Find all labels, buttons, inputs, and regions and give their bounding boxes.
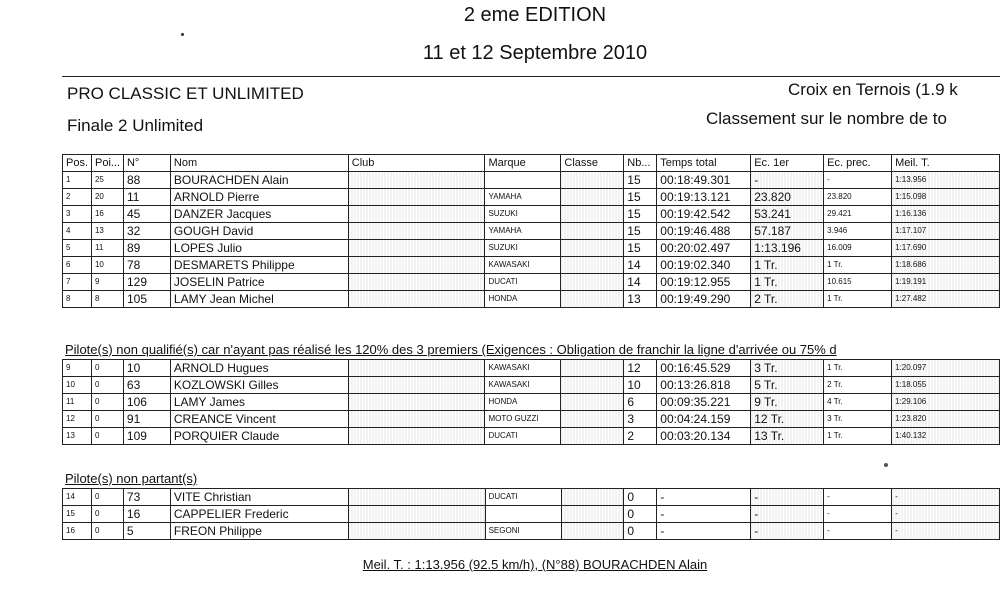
club-cell	[348, 411, 485, 428]
gap-previous-cell: -	[824, 506, 892, 523]
number-cell: 63	[123, 377, 170, 394]
gap-previous-cell: 1 Tr.	[824, 360, 892, 377]
table-row	[63, 257, 1000, 274]
club-cell	[348, 360, 485, 377]
gap-previous-cell: 3.946	[824, 223, 892, 240]
gap-leader-cell: 13 Tr.	[751, 428, 824, 445]
pos-cell: 15	[63, 506, 92, 523]
class-cell	[561, 274, 624, 291]
table-row	[63, 394, 1000, 411]
brand-cell: DUCATI	[485, 274, 561, 291]
class-cell	[561, 172, 624, 189]
pos-cell: 2	[63, 189, 92, 206]
total-time-cell: 00:13:26.818	[657, 377, 751, 394]
total-time-cell: 00:04:24.159	[657, 411, 751, 428]
name-cell: VITE Christian	[170, 489, 348, 506]
class-cell	[561, 360, 624, 377]
best-lap-cell: 1:17.690	[892, 240, 1000, 257]
column-header: Pos.	[63, 155, 92, 172]
total-time-cell: 00:19:02.340	[657, 257, 751, 274]
name-cell: DANZER Jacques	[170, 206, 348, 223]
club-cell	[348, 223, 485, 240]
club-cell	[348, 172, 485, 189]
club-cell	[348, 240, 485, 257]
section-non-qualified: Pilote(s) non qualifié(s) car n'ayant pas réalisé les 120% des 3 premiers (Exigences : Obligation de franchir la ligne d'arrivée ou 75% d	[65, 342, 837, 357]
table-row	[63, 223, 1000, 240]
number-cell: 89	[123, 240, 170, 257]
name-cell: KOZLOWSKI Gilles	[170, 377, 348, 394]
name-cell: GOUGH David	[170, 223, 348, 240]
best-lap-cell: 1:29.106	[892, 394, 1000, 411]
table-row	[63, 428, 1000, 445]
gap-leader-cell: 12 Tr.	[751, 411, 824, 428]
club-cell	[348, 291, 485, 308]
gap-leader-cell: 57.187	[751, 223, 824, 240]
name-cell: ARNOLD Hugues	[170, 360, 348, 377]
table-row	[63, 189, 1000, 206]
laps-cell: 3	[624, 411, 657, 428]
table-row	[63, 360, 1000, 377]
name-cell: CREANCE Vincent	[170, 411, 348, 428]
laps-cell: 15	[624, 223, 657, 240]
gap-previous-cell: -	[824, 523, 892, 540]
total-time-cell: 00:09:35.221	[657, 394, 751, 411]
brand-cell: YAMAHA	[485, 189, 561, 206]
section-non-starters: Pilote(s) non partant(s)	[65, 471, 198, 486]
points-cell: 8	[91, 291, 123, 308]
pos-cell: 12	[63, 411, 92, 428]
brand-cell: SEGONI	[485, 523, 561, 540]
laps-cell: 15	[624, 240, 657, 257]
name-cell: JOSELIN Patrice	[170, 274, 348, 291]
column-header: Nom	[170, 155, 348, 172]
points-cell: 13	[91, 223, 123, 240]
gap-leader-cell: 3 Tr.	[751, 360, 824, 377]
number-cell: 106	[123, 394, 170, 411]
brand-cell: MOTO GUZZI	[485, 411, 561, 428]
number-cell: 45	[123, 206, 170, 223]
laps-cell: 12	[624, 360, 657, 377]
points-cell: 10	[91, 257, 123, 274]
name-cell: CAPPELIER Frederic	[170, 506, 348, 523]
best-lap-cell: -	[892, 523, 1000, 540]
class-cell	[561, 377, 624, 394]
best-lap-cell: 1:20.097	[892, 360, 1000, 377]
column-header: Ec. prec.	[824, 155, 892, 172]
points-cell: 11	[91, 240, 123, 257]
name-cell: ARNOLD Pierre	[170, 189, 348, 206]
class-cell	[561, 291, 624, 308]
name-cell: PORQUIER Claude	[170, 428, 348, 445]
gap-leader-cell: 53.241	[751, 206, 824, 223]
brand-cell: YAMAHA	[485, 223, 561, 240]
circuit-name: Croix en Ternois (1.9 k	[788, 80, 958, 99]
header-divider	[62, 76, 1000, 77]
table-row	[63, 274, 1000, 291]
total-time-cell: 00:19:12.955	[657, 274, 751, 291]
points-cell: 0	[91, 523, 123, 540]
club-cell	[348, 428, 485, 445]
gap-previous-cell: 4 Tr.	[824, 394, 892, 411]
table-row	[63, 377, 1000, 394]
gap-previous-cell: -	[824, 172, 892, 189]
table-row	[63, 523, 1000, 540]
points-cell: 20	[91, 189, 123, 206]
pos-cell: 7	[63, 274, 92, 291]
pos-cell: 6	[63, 257, 92, 274]
column-header: Meil. T.	[892, 155, 1000, 172]
pos-cell: 3	[63, 206, 92, 223]
pos-cell: 4	[63, 223, 92, 240]
best-lap-cell: 1:40.132	[892, 428, 1000, 445]
club-cell	[348, 506, 485, 523]
laps-cell: 2	[624, 428, 657, 445]
brand-cell: HONDA	[485, 291, 561, 308]
gap-leader-cell: -	[751, 523, 824, 540]
table-row	[63, 172, 1000, 189]
gap-previous-cell: 16.009	[824, 240, 892, 257]
number-cell: 91	[123, 411, 170, 428]
class-cell	[561, 223, 624, 240]
number-cell: 109	[123, 428, 170, 445]
points-cell: 0	[91, 489, 123, 506]
non-starters-table	[62, 488, 1000, 540]
results-table	[62, 154, 1000, 308]
gap-previous-cell: 3 Tr.	[824, 411, 892, 428]
points-cell: 0	[91, 360, 123, 377]
total-time-cell: 00:03:20.134	[657, 428, 751, 445]
gap-leader-cell: -	[751, 506, 824, 523]
total-time-cell: 00:16:45.529	[657, 360, 751, 377]
number-cell: 73	[123, 489, 170, 506]
best-lap-cell: 1:27.482	[892, 291, 1000, 308]
club-cell	[348, 523, 485, 540]
gap-leader-cell: -	[751, 489, 824, 506]
number-cell: 88	[123, 172, 170, 189]
gap-leader-cell: 1 Tr.	[751, 274, 824, 291]
best-lap-cell: 1:13.956	[892, 172, 1000, 189]
brand-cell: DUCATI	[485, 428, 561, 445]
total-time-cell: 00:19:42.542	[657, 206, 751, 223]
number-cell: 5	[123, 523, 170, 540]
best-lap-cell: 1:15.098	[892, 189, 1000, 206]
number-cell: 10	[123, 360, 170, 377]
gap-previous-cell: -	[824, 489, 892, 506]
gap-previous-cell: 1 Tr.	[824, 257, 892, 274]
gap-leader-cell: 9 Tr.	[751, 394, 824, 411]
total-time-cell: 00:19:49.290	[657, 291, 751, 308]
scan-dot	[181, 33, 184, 36]
pos-cell: 5	[63, 240, 92, 257]
total-time-cell: 00:20:02.497	[657, 240, 751, 257]
number-cell: 129	[123, 274, 170, 291]
column-header: Marque	[485, 155, 561, 172]
race-category: PRO CLASSIC ET UNLIMITED	[67, 84, 304, 103]
club-cell	[348, 257, 485, 274]
laps-cell: 13	[624, 291, 657, 308]
pos-cell: 1	[63, 172, 92, 189]
gap-leader-cell: 1:13.196	[751, 240, 824, 257]
total-time-cell: 00:18:49.301	[657, 172, 751, 189]
final-name: Finale 2 Unlimited	[67, 116, 204, 135]
table-row	[63, 506, 1000, 523]
club-cell	[348, 206, 485, 223]
name-cell: FREON Philippe	[170, 523, 348, 540]
gap-leader-cell: 23.820	[751, 189, 824, 206]
table-row	[63, 411, 1000, 428]
edition-title: 2 eme EDITION	[463, 4, 607, 26]
name-cell: LAMY James	[170, 394, 348, 411]
total-time-cell: -	[657, 506, 751, 523]
best-lap-cell: 1:18.055	[892, 377, 1000, 394]
classification-note: Classement sur le nombre de to	[706, 109, 947, 128]
pos-cell: 8	[63, 291, 92, 308]
club-cell	[348, 394, 485, 411]
brand-cell: KAWASAKI	[485, 257, 561, 274]
brand-cell: KAWASAKI	[485, 360, 561, 377]
number-cell: 16	[123, 506, 170, 523]
name-cell: LAMY Jean Michel	[170, 291, 348, 308]
column-header: Poi...	[91, 155, 123, 172]
pos-cell: 9	[63, 360, 92, 377]
best-lap-footer: Meil. T. : 1:13.956 (92.5 km/h), (N°88) BOURACHDEN Alain	[362, 557, 708, 572]
gap-previous-cell: 1 Tr.	[824, 428, 892, 445]
number-cell: 78	[123, 257, 170, 274]
points-cell: 9	[91, 274, 123, 291]
best-lap-cell: 1:16.136	[892, 206, 1000, 223]
gap-previous-cell: 10.615	[824, 274, 892, 291]
name-cell: DESMARETS Philippe	[170, 257, 348, 274]
table-header-row	[63, 155, 1000, 172]
laps-cell: 0	[624, 523, 657, 540]
brand-cell: DUCATI	[485, 489, 561, 506]
column-header: Club	[348, 155, 485, 172]
points-cell: 25	[91, 172, 123, 189]
laps-cell: 6	[624, 394, 657, 411]
best-lap-cell: 1:18.686	[892, 257, 1000, 274]
points-cell: 16	[91, 206, 123, 223]
best-lap-cell: 1:17.107	[892, 223, 1000, 240]
club-cell	[348, 377, 485, 394]
name-cell: LOPES Julio	[170, 240, 348, 257]
pos-cell: 14	[63, 489, 92, 506]
column-header: Nb...	[624, 155, 657, 172]
brand-cell: SUZUKI	[485, 206, 561, 223]
event-dates: 11 et 12 Septembre 2010	[422, 42, 648, 64]
points-cell: 0	[91, 428, 123, 445]
number-cell: 11	[123, 189, 170, 206]
club-cell	[348, 274, 485, 291]
gap-leader-cell: 2 Tr.	[751, 291, 824, 308]
column-header: Ec. 1er	[751, 155, 824, 172]
gap-previous-cell: 29.421	[824, 206, 892, 223]
laps-cell: 15	[624, 206, 657, 223]
laps-cell: 15	[624, 172, 657, 189]
name-cell: BOURACHDEN Alain	[170, 172, 348, 189]
laps-cell: 0	[624, 506, 657, 523]
class-cell	[561, 506, 624, 523]
brand-cell: HONDA	[485, 394, 561, 411]
gap-leader-cell: -	[751, 172, 824, 189]
points-cell: 0	[91, 411, 123, 428]
pos-cell: 10	[63, 377, 92, 394]
points-cell: 0	[91, 506, 123, 523]
brand-cell	[485, 172, 561, 189]
best-lap-cell: -	[892, 489, 1000, 506]
brand-cell: KAWASAKI	[485, 377, 561, 394]
class-cell	[561, 257, 624, 274]
total-time-cell: -	[657, 489, 751, 506]
club-cell	[348, 489, 485, 506]
class-cell	[561, 189, 624, 206]
class-cell	[561, 240, 624, 257]
table-row	[63, 291, 1000, 308]
column-header: N°	[123, 155, 170, 172]
column-header: Temps total	[657, 155, 751, 172]
brand-cell: SUZUKI	[485, 240, 561, 257]
class-cell	[561, 411, 624, 428]
table-row	[63, 240, 1000, 257]
total-time-cell: 00:19:13.121	[657, 189, 751, 206]
laps-cell: 10	[624, 377, 657, 394]
gap-previous-cell: 2 Tr.	[824, 377, 892, 394]
class-cell	[561, 394, 624, 411]
best-lap-cell: 1:19.191	[892, 274, 1000, 291]
class-cell	[561, 523, 624, 540]
laps-cell: 0	[624, 489, 657, 506]
laps-cell: 14	[624, 274, 657, 291]
total-time-cell: 00:19:46.488	[657, 223, 751, 240]
column-header: Classe	[561, 155, 624, 172]
number-cell: 32	[123, 223, 170, 240]
brand-cell	[485, 506, 561, 523]
table-row	[63, 489, 1000, 506]
pos-cell: 11	[63, 394, 92, 411]
points-cell: 0	[91, 377, 123, 394]
class-cell	[561, 428, 624, 445]
pos-cell: 16	[63, 523, 92, 540]
total-time-cell: -	[657, 523, 751, 540]
non-qualified-table	[62, 359, 1000, 445]
class-cell	[561, 206, 624, 223]
table-row	[63, 206, 1000, 223]
points-cell: 0	[91, 394, 123, 411]
club-cell	[348, 189, 485, 206]
gap-leader-cell: 1 Tr.	[751, 257, 824, 274]
gap-leader-cell: 5 Tr.	[751, 377, 824, 394]
gap-previous-cell: 1 Tr.	[824, 291, 892, 308]
best-lap-cell: -	[892, 506, 1000, 523]
laps-cell: 15	[624, 189, 657, 206]
number-cell: 105	[123, 291, 170, 308]
scan-speck	[884, 463, 888, 467]
laps-cell: 14	[624, 257, 657, 274]
gap-previous-cell: 23.820	[824, 189, 892, 206]
best-lap-cell: 1:23.820	[892, 411, 1000, 428]
pos-cell: 13	[63, 428, 92, 445]
class-cell	[561, 489, 624, 506]
